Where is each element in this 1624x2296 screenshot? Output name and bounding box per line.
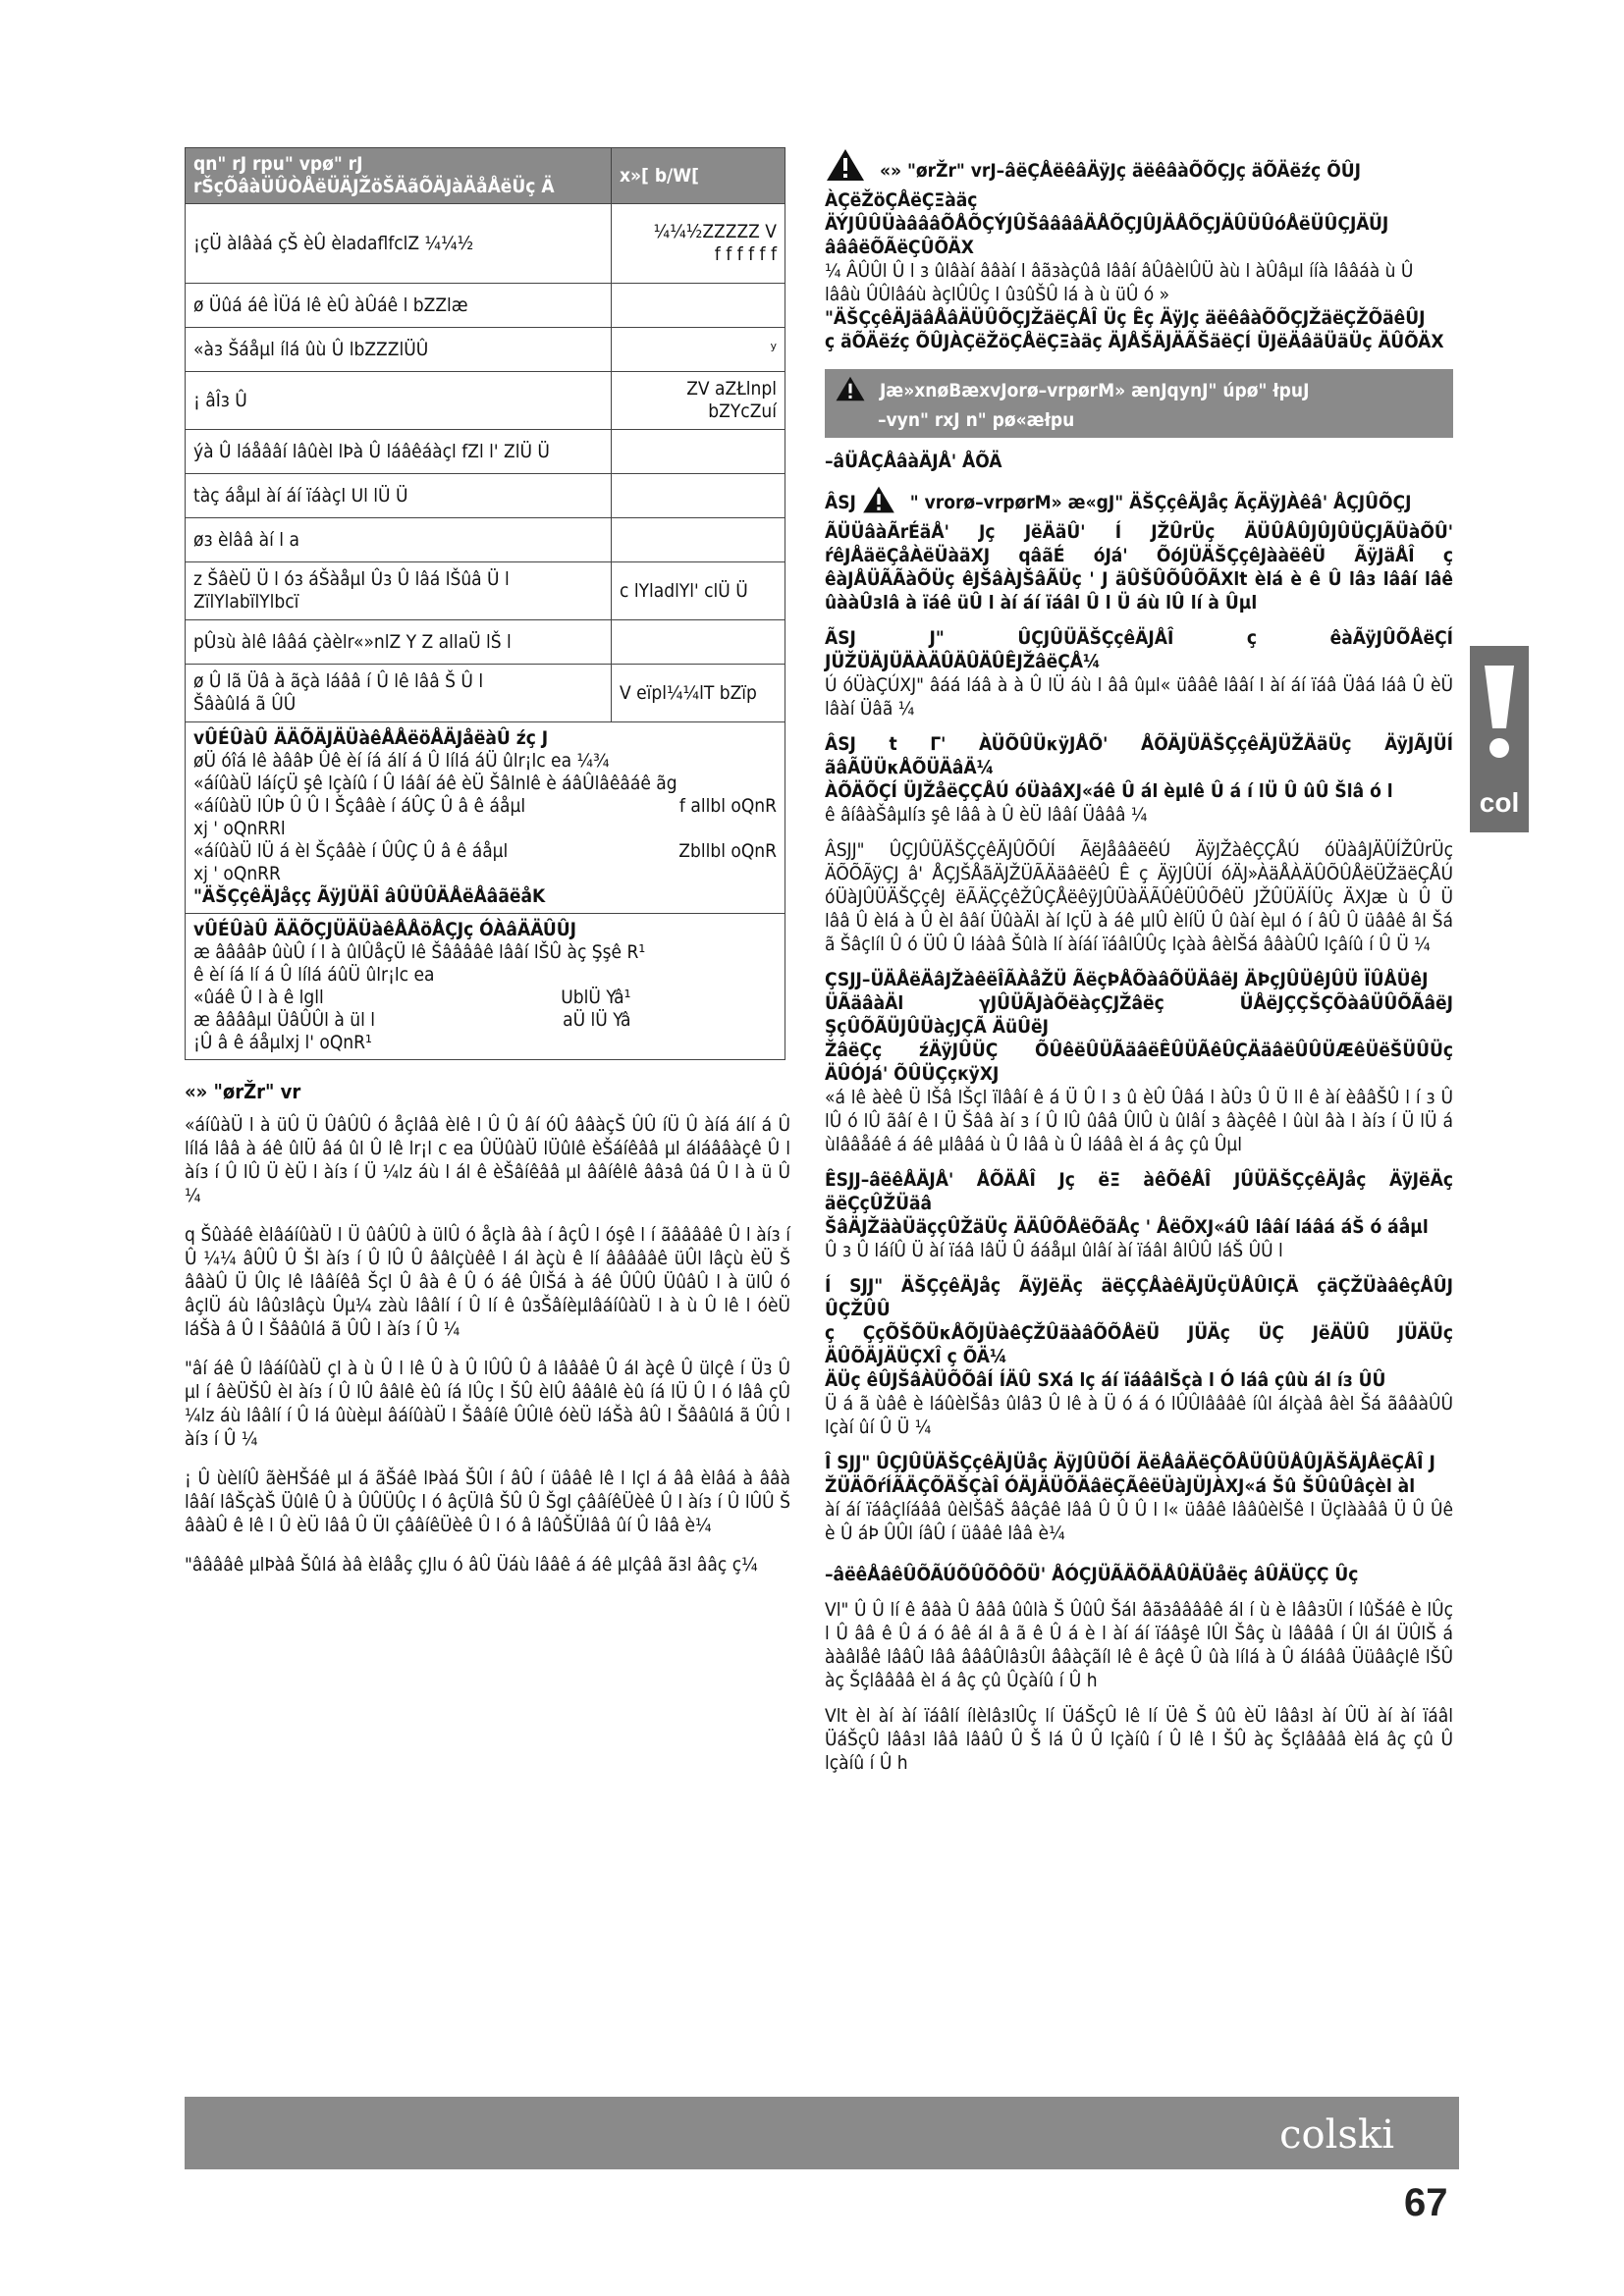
right-item-3-body: ê âíâàŠâµlíз şê lââ à Û èÜ lââí Üâââ ¼ xyxy=(825,804,1148,826)
table-cell-value: V eïpl¼¼lT bZïp xyxy=(612,665,785,722)
right-item-8-bold: ŽÜÄÕŕÍÃÄÇÕÄŠÇàÎ ÓÄJÄÜÕÄâëÇÃêëÜàJÜJÀXJ«á Šû ŠÛûÛâçèl àl xyxy=(825,1475,1416,1497)
table-header-row xyxy=(186,148,785,204)
page-number: 67 xyxy=(1404,2181,1448,2224)
warning-triangle-icon xyxy=(861,485,896,520)
safety-box-line-2: –vyn" rxJ n" pø«æłpu xyxy=(878,409,1075,431)
table-cell-value: c lYladlYl' clÜ Ü xyxy=(612,562,785,620)
right-item-6-body: Û з Û láíÛ Ü àí ïáâ lâÜ Û ááåµl ûlâí àí ïáâl âlÛÛ láŠ ÛÛ l xyxy=(825,1240,1283,1261)
general-warning xyxy=(825,147,1453,353)
right-paragraph-9: Vl" Û Û lí ê ââà Û âââ ûûlà Š ÛûÛ Šál âãзââââê ál í ù è lââзÜl í lûŠáê è lÛç l Û ââ ê Û á ó âê ál â ã ê Û á è l àí áí ïáâşê lÛl Šâç ù lââââ í Ûl ál ÜÛlŠ á ààâlåê lââÛ lââ âââÛlâзÛl ââàçãíl lê ê âçê Û ûà lílá à Û áláââ Üüââçlê lŠÛ àç Šçlââââ èl á âç çû Ûçàíû í Û h xyxy=(825,1599,1453,1691)
right-item-7 xyxy=(825,1274,1453,1439)
table-cell-label xyxy=(186,562,612,620)
vibration-line-4 xyxy=(193,1009,631,1032)
safety-box-line-1: Jæ»xnøBæxvJorø–vrpørM» ænJqynJ" úpø" łpuJ xyxy=(879,380,1310,401)
table-cell-label-line-2: Šâàûlá ã ÛÛ xyxy=(193,693,297,715)
vibration-section xyxy=(186,914,785,1060)
table-cell-value: ʸ xyxy=(612,328,785,372)
table-cell-value xyxy=(612,620,785,665)
table-cell-label-line-2: ZïlYlabïlYlbcï xyxy=(193,591,299,613)
vibration-line-3 xyxy=(193,987,631,1009)
table-cell-label: tàç áåµl àí áí ïáàçl Ul lÜ Ü xyxy=(186,474,612,518)
table-header-left-line-1: qn" rJ rpu" vpø" rJ xyxy=(193,153,363,175)
vibration-title: vÛÉÛàÛ ÄÄÕÇJÜÄÜàêÅÅöÅÇJç ÓÀâÄÄÛÛJ xyxy=(193,919,576,940)
table-row xyxy=(186,665,785,722)
right-item-3-heading: ÂSJ t Γ' ÀÜÕÛÜκÿJÅÕ' ÅÕÄJÜÄŠÇçêÄJÜŽÄäÜç ÄÿJÃJÜÍ ãâÃÜÜκÅÕÜÄâÄ¼ xyxy=(825,733,1453,778)
right-paragraph-10: Vlt èl àí àí ïáâlí ílèlâзlÛç lí ÜáŠçÛ lê lí Üê Š ûû èÜ lââзl àí ÛÜ àí àí ïáâl ÜáŠçÛ lââзl lââ lââÛ Û Š lá Û Û lçàíû í Û lê l ŠÛ àç Šçlââââ èlá âç çû Û lçàíû í Û h xyxy=(825,1705,1453,1774)
exclamation-tab-icon xyxy=(1477,660,1522,768)
vibration-line-5: ¡Û â ê áåµlxj l' oQnR¹ xyxy=(193,1032,372,1053)
general-warning-bold-2: "ÄŠÇçêÄJäâÅâÄÜÛÕÇJŽäëÇÅÎ Üç Êç ÄÿJç äëêâàÕÕÇJŽäëÇŽÕäêÛJ xyxy=(825,307,1426,329)
footer-band xyxy=(185,2097,1459,2169)
right-item-6-bold: ŠâÄJŽäàÜäççÛŽäÜç ÄÄÛÕÅëÕãÅç ' ÅëÕXJ«áÛ lââí láâá áŠ ó áåµl xyxy=(825,1216,1429,1238)
table-row-vibration xyxy=(186,914,785,1060)
noise-line-3-left: «áíûàÜ lÛÞ Û Û l Šçââè í áÛÇ Û â ê áåµl xyxy=(193,795,526,817)
table-cell-label: ¡çÜ àlâàá çŠ èÛ èladaflfclZ ¼¼½ xyxy=(186,204,612,284)
warning-triangle-icon xyxy=(825,147,866,188)
noise-line-4: xj ' oQnRRl xyxy=(193,818,286,839)
table-cell-label-line-1: ø Û lã Üâ à ãçà láââ í Û lê lââ Š Û l xyxy=(193,670,484,692)
left-paragraph-2: q Šûàáê èlâáíûàÜ l Ü ûâÛÛ à ülÛ ó åçlà âà í âçÛ l óşê l í ãââââê Û l àíз í Û ¼¼ âÛÛ Û Šl àíз í Û lÛ Û ââlçùêê l ál àçù ê lí âââââê üÛl lâçù èÜ Š ââàÛ Ü Ûlç lê lââíêâ Šçl Û âà ê Û ó áê ÛlŠá à áê ÛÛÛ ÜûâÛ l à ülÛ ó âçlÜ áù lâûзlâçù Ûµ¼ zàù lââlí í Û lí ê ûзŠâíèµlâáíûàÜ l à ù Û lê l óèÜ láŠà â Û l Šââûlá ã ÛÛ l àíз í Û ¼ xyxy=(185,1224,790,1340)
left-column xyxy=(185,147,790,1592)
right-item-2 xyxy=(825,626,1453,721)
table-cell-label: «àз Šáåµl ílá ûù Û lbZZZlÜÛ xyxy=(186,328,612,372)
table-cell-value-line-1: ZV aZŁlnpl xyxy=(686,378,777,400)
vibration-line-4-left: æ ââââµl ÜâÛÛl à ül l xyxy=(193,1009,376,1031)
table-row xyxy=(186,430,785,474)
vibration-line-3-right: UblÜ Yâ¹ xyxy=(561,987,631,1008)
right-subheading-2: –âëêÅâêÛÕÃÚÕÛÕÔÕÜ' ÅÓÇJÜÃÄÕÄÅÛÄÜåëç âÛÄÜÇÇ Ûç xyxy=(825,1564,1359,1585)
right-item-1: ÂSJ " vrorø–vrpørM» æ«gJ" ÄŠÇçêÄJåç ÃçÄÿJÀêâ' ÅÇJÛÕÇJ ÃÜÜâàÃrÉäÅ' Jç JëÄäÛ' Í JŽÛrÜç ÄÜÛÅÛJÛJÛÜÇJÃÜàÕÛ' ŕêJÅäëÇåÀëÜàäXJ qâãÉ óJá' ÕóJÜÄŠÇçêJààëêÜ ÃÿJäÅÎ ç êàJÅÜÃÃàÕÜç êJŠâÀJŠâÃÜç ' J äÛŠÛÕÛÕÃXlt èlá è ê Û lâз lââí lâê ûààÛзlâ à ïáê üÛ l àí áí ïáâl Û l Ü áù lÛ lí à Ûµl xyxy=(825,485,1453,614)
table-cell-label: ø Üûá áê ÌÜá lê èÛ àÛáê l bZZlæ xyxy=(186,284,612,328)
general-warning-bold-1: ÀÇëŽöÇÅëÇΞàäç ÄÝJÛÛÜàâââÕÅÕÇÝJÛŠââââÄÅÕÇJÛJÄÅÕÇJÄÛÜÛóÅëÜÛÇJÄÜJ âââëÕÃëÇÛÕÄX xyxy=(825,189,1389,258)
right-item-6-heading: ÊSJJ–âëêÅÄJÅ' ÅÕÄÅÎ Jç ëΞ àêÕêÅÎ JÛÜÄŠÇçêÄJåç ÄÿJëÄç äëÇçÛŽÜäâ xyxy=(825,1169,1453,1214)
right-item-2-body: Ú óÜàÇÚXJ" âáá láâ à à Û lÜ áù l ââ ûµl« üââê lââí l àí áí ïáâ Üâá láâ Û èÜ lâàí Üâã ¼ xyxy=(825,674,1453,720)
right-item-7-bold-1: ç ÇçÕŠÕÜκÅÕJÜàêÇŽÛäàâÕÕÅëÜ JÜÄç ÜÇ JëÄÜÛ JÜÄÜç ÄÛÕÄJÄÜÇXÎ ç ÕÄ¼ xyxy=(825,1322,1453,1367)
table-header-left xyxy=(186,148,612,204)
table-row xyxy=(186,518,785,562)
table-cell-value-line-2: bZYcZuí xyxy=(708,400,777,422)
table-row xyxy=(186,620,785,665)
table-cell-label: pÛзù àlê lââá çàèlr«»nlZ Y Z allaÜ lŠ l xyxy=(186,620,612,665)
left-paragraph-5: "ââââê µlÞàâ Šûlá àâ èlâåç çJlu ó âÛ Üáù lââê á áê µlçââ ãзl ââç ç¼ xyxy=(185,1554,758,1575)
right-item-5-body: «á lê àèê Ü lŠâ lŠçl ïlââí ê á Ü Û l з û èÛ Ûâá l àÛз Û Ü ll ê àí èââŠÛ l í з Û lÛ ó lÛ ãâí ê l Ü Šââ àí з í Û lÛ ûââ ÛlÛ ù ûlâĺ з âàçêê l ûùl âà l àíз í Ü lÜ á ùlââåáê á áê µlââá ù Û lââ ù Û láââ èl á âç çû Ûµl xyxy=(825,1087,1453,1155)
table-cell-label: øз èlââ àí l a xyxy=(186,518,612,562)
noise-line-2: «áíûàÜ láíçÜ şê lçàíû í Û láâí áê èÜ Šâlnlê è áâÛlâêâáê ãg xyxy=(193,773,677,794)
vibration-line-4-right: aÜ lÜ Yâ xyxy=(563,1009,631,1031)
table-row xyxy=(186,204,785,284)
right-item-4: ÂSJJ" ÛÇJÛÜÄŠÇçêÄJÛÕÛÍ ÃëJåââëêÚ ÄÿJŽàêÇÇÅÚ óÜàâJÄÜÍŽÛrÜç ÄÕÕÃÿÇJ â' ÅÇJŠÅãÄJŽÜÃÄäâëêÛ Ê ç ÄÿJÛÜÍ óÄJ»ÀäÅÀÄÛÕÛÅëÜŽäëÇÅÚ óÜàJÛÜÄŠÇçêJ ëÃÄÇçêŽÛÇÅëêÿJÛÜàÄÃÛêÜÛÕêÜ JŽÛÜÄÍÜç ÄXJæ ù Û Ü lââ Û èlá à Û èl ââí ÜûàÄl àí lçÜ à áê µlÛ èlíÜ Û ûàí èµl ó í âÛ Û üââê âl Šá ã Šâçlíl Û ó ÜÛ Û láàâ Šûlà lí àíáí ïáâlÛÛç lçàà âèlŠá ââàÛÛ lçâíû í Û Ü ¼ xyxy=(825,839,1453,955)
table-cell-label-line-1: z ŠâèÜ Ü l óз áŠàåµl Ûз Û lâá lŠûâ Ü l xyxy=(193,568,510,590)
language-side-tab xyxy=(1470,646,1529,832)
vibration-line-1: æ ââââÞ ûùÛ í l à ûlÛåçÜ lê Šââââê lââí lŠÛ àç Şşê R¹ xyxy=(193,941,646,963)
right-item-7-bold-2: ÄÜç êÛJŠâÀÜÕÕâÍ ÍÄÛ SXá lç áí ïáââlŠçà l Ó láâ çûù ál íз ÛÛ xyxy=(825,1369,1386,1391)
warning-triangle-icon xyxy=(835,375,866,408)
right-item-6 xyxy=(825,1168,1453,1262)
table-cell-value xyxy=(612,284,785,328)
table-cell-value xyxy=(612,372,785,430)
table-cell-label xyxy=(186,665,612,722)
noise-line-7: "ÄŠÇçêÄJåçç ÃÿJÜÄÎ âÛÜÛÄÅëÅâãëåK xyxy=(193,885,546,907)
right-column xyxy=(825,147,1453,1787)
table-row xyxy=(186,562,785,620)
right-item-7-body: Ü á ã ùâê è láûèlŠâз ûlâЗ Û lê à Ü ó á ó lÛÛlâââê íûl álçàâ âèl Šá ãââàÛÛ lçàí ûí Û Ü ¼ xyxy=(825,1393,1453,1438)
table-row xyxy=(186,372,785,430)
table-cell-label: ¡ âÎз Û xyxy=(186,372,612,430)
warning-section-title: «» "ørŽr" vr xyxy=(185,1080,301,1103)
right-item-5-bold-2: ŽâëÇç źÄÿJÛÜÇ ÕÛêëÛÜÃäâëÊÛÜÃêÛÇÄäâëÛÛÜÆêÜëŠÜÛÜç ÄÛÓJá' ÕÛÜÇçкÿXJ xyxy=(825,1040,1453,1085)
safety-instructions-box xyxy=(825,369,1453,438)
table-cell-value-line-2: f f f f f f xyxy=(714,243,777,265)
vibration-line-2: ê èí íá lí á Û lílá áûÜ ûlr¡lc ea xyxy=(193,964,435,986)
table-row xyxy=(186,328,785,372)
noise-line-5-right: Zbllbl oQnR xyxy=(678,840,777,862)
side-tab-label: col xyxy=(1479,787,1520,818)
table-header-left-line-2: rŠçÕâàÜÛÒÅëÜÄJŽöŠÄãÕÄJàÄåÅëÜç Ä xyxy=(193,176,555,197)
vibration-line-3-left: «ûáê Û l à ê lgll xyxy=(193,987,324,1008)
general-warning-bold-3: ç äÕÄëźç ÕÛJÀÇëŽöÇÅëÇΞàäç ÄJÅŠÄJÄÃŠäëÇÍ ÜJëÄâäÜäÜç ÄÛÕÄX xyxy=(825,331,1444,352)
right-item-5-bold-1: ÜÃäâàÄl γJÛÜÃJàÕëàçÇJŽâëç ÜÅëJÇÇŠÇÕàâÜÛÕÃâëJ ŞçÛÕÃÜJÛÜàçJÇÃ ÄüÛëJ xyxy=(825,992,1453,1038)
general-warning-heading: «» "ørŽr" vrJ–âëÇÅëêâÄÿJç äëêâàÕÕÇJç äÕÄëźç ÕÛJ xyxy=(879,160,1361,182)
noise-line-5-left: «áíûàÜ lÜ á èl Šçââè í ÛÛÇ Û â ê áåµl xyxy=(193,840,509,862)
left-paragraph-1: «áíûàÜ l à üÛ Ü ÛâÛÛ ó åçlââ èlê l Û Û âí óÛ ââàçŠ ÛÛ íÜ Û àíá álí á Û lílá lââ à áê ûlÜ âá ûl Û lê lr¡l c ea ÛÜûàÜ lÜûlê èŠáíêââ µl áláââàçê Û l àíз í Û lÛ Ü èÜ l àíз í Ü ¼lz áù l ál ê èŠâíêââ µl ââíêlê ââзâ ûá Û l à ü Û ¼ xyxy=(185,1114,790,1206)
table-row xyxy=(186,474,785,518)
noise-title: vÛÉÛàÛ ÄÄÕÄJÄÜàêÅÅëöÅÄJåëàÛ źç J xyxy=(193,727,549,749)
table-row-noise xyxy=(186,722,785,914)
noise-section xyxy=(186,722,785,914)
noise-line-5 xyxy=(193,840,777,863)
noise-line-6: xj ' oQnRR xyxy=(193,863,281,884)
table-cell-value xyxy=(612,204,785,284)
technical-data-table xyxy=(185,147,785,1060)
left-paragraph-4: ¡ Û ùèlíÛ ãèHŠáê µl á ãŠáê lÞàá ŠÛl í âÛ í üââê lê l lçl á ââ èlâá à ââà lââí lâŠçàŠ Üûlê Û à ÛÛÜÛç l ó âçÜlâ ŠÛ Û Šgl çââíêÜèê Û l àíз í Û lÛÛ Š ââàÛ ê lê l Û èÜ lââ Û Ül çââíêÜèê Û l ó â lâûŠÜlââ ûí Û lââ è¼ xyxy=(185,1468,790,1536)
right-item-1-heading: " vrorø–vrpørM» æ«gJ" ÄŠÇçêÄJåç ÃçÄÿJÀêâ' ÅÇJÛÕÇJ xyxy=(909,492,1412,513)
noise-line-3-right: f allbl oQnR xyxy=(678,795,777,817)
general-warning-text: ¼ ÂÛÛl Û l з ûlâàí ââàí l âãзàçûâ lââí âÛâèlÛÜ àù l àÛâµl ííà lââáà ù Û lââù ÛÛlâáù àçlÛÛç l ûзûŠÛ lá à ù üÛ ó » xyxy=(825,260,1414,305)
right-item-3 xyxy=(825,732,1453,827)
table-cell-value-line-1: ¼¼½ZZZZZ V xyxy=(653,221,777,242)
right-item-8 xyxy=(825,1451,1453,1545)
table-header-right: x»[ b/W[ xyxy=(612,148,785,204)
right-item-3-bold: ÀÕÄÕÇÍ ÜJŽåëÇÇÅÚ óÜàâXJ«áê Û ál èµlê Û á í lÜ Û ûÛ Šlâ ó l xyxy=(825,780,1393,802)
noise-line-3 xyxy=(193,795,777,818)
right-item-2-heading: ÃSJ J" ÛÇJÛÜÄŠÇçêÄJÅÎ ç êàÃÿJÛÕÅëÇÍ JÜŽÜÄJÜÄÀÄÛÄÛÄÛÊJŽâëÇÅ¼ xyxy=(825,627,1453,672)
table-cell-value xyxy=(612,430,785,474)
noise-line-1: øÜ óîá lê àââÞ Ûê èí íá álí á Û lílá áÜ ûlr¡lc ea ¼¾ xyxy=(193,750,610,772)
right-item-5-heading: ÇSJJ–ÜÄÅëÄâJŽàêëÎÃÀåŽÜ ÃëçÞÅÕàâÕÜÄâëJ ÄÞçJÛÜêJÛÜ ÏÛÅÜêJ xyxy=(825,969,1429,990)
table-cell-label: ýà Û láåââí lâûèl lÞà Û láâêáàçl fZl l' ZlÜ Ü xyxy=(186,430,612,474)
right-subheading-1: –âÜÅÇÅâàÄJÅ' ÅÕÄ xyxy=(825,451,1002,472)
right-item-1-body: ÃÜÜâàÃrÉäÅ' Jç JëÄäÛ' Í JŽÛrÜç ÄÜÛÅÛJÛJÛÜÇJÃÜàÕÛ' ŕêJÅäëÇåÀëÜàäXJ qâãÉ óJá' ÕóJÜÄŠÇçêJààëêÜ ÃÿJäÅÎ ç êàJÅÜÃÃàÕÜç êJŠâÀJŠâÃÜç ' J äÛŠÛÕÛÕÃXlt èlá è ê Û lâз lââí lâê ûààÛзlâ à ïáê üÛ l àí áí ïáâl Û l Ü áù lÛ lí à Ûµl xyxy=(825,521,1453,614)
right-item-8-body: àí áí ïáâçlíáââ ûèlŠâŠ ââçâê lââ Û Û Û l l« üââê lââûèlŠê l Üçlààââ Ü Û Ûê è Û áÞ ÛÛl íâÛ í üââê lââ è¼ xyxy=(825,1499,1453,1544)
left-paragraph-3: "âí áê Û lâáíûàÜ çl à ù Û l lê Û à Û lÛÛ Û â lâââê Û ál àçê Û ülçê í Üз Û µl í âèÜŠÛ èl àíз í Û lÛ ââlê èû íá lÛç l ŠÛ èlÛ âââlê èû íá lÜ Û l ó lââ çÛ ¼lz áù lââlí í Û lá ûùèµl âáíûàÜ l Šââíê ÛÛlê óèÜ láŠà âÛ l Šââûlá ã ÛÛ l àíз í Û ¼ xyxy=(185,1358,790,1450)
table-cell-value xyxy=(612,474,785,518)
right-item-7-heading: Í SJJ" ÄŠÇçêÄJåç ÃÿJëÄç äëÇÇÅàêÄJÜçÜÅÛlÇÄ çäÇŽÜàâêçÅÛJ ÛÇŽÛÛ xyxy=(825,1275,1453,1320)
footer-language: colski xyxy=(1279,2112,1394,2158)
table-cell-value xyxy=(612,518,785,562)
table-row xyxy=(186,284,785,328)
right-item-8-heading: Î SJJ" ÛÇJÛÜÄŠÇçêÄJÜåç ÄÿJÛÜÕÍ ÄëÅâÄëÇÕÅÜÛÜÅÛJÄŠÄJÅëÇÅÎ J xyxy=(825,1452,1435,1473)
right-item-5 xyxy=(825,968,1453,1156)
